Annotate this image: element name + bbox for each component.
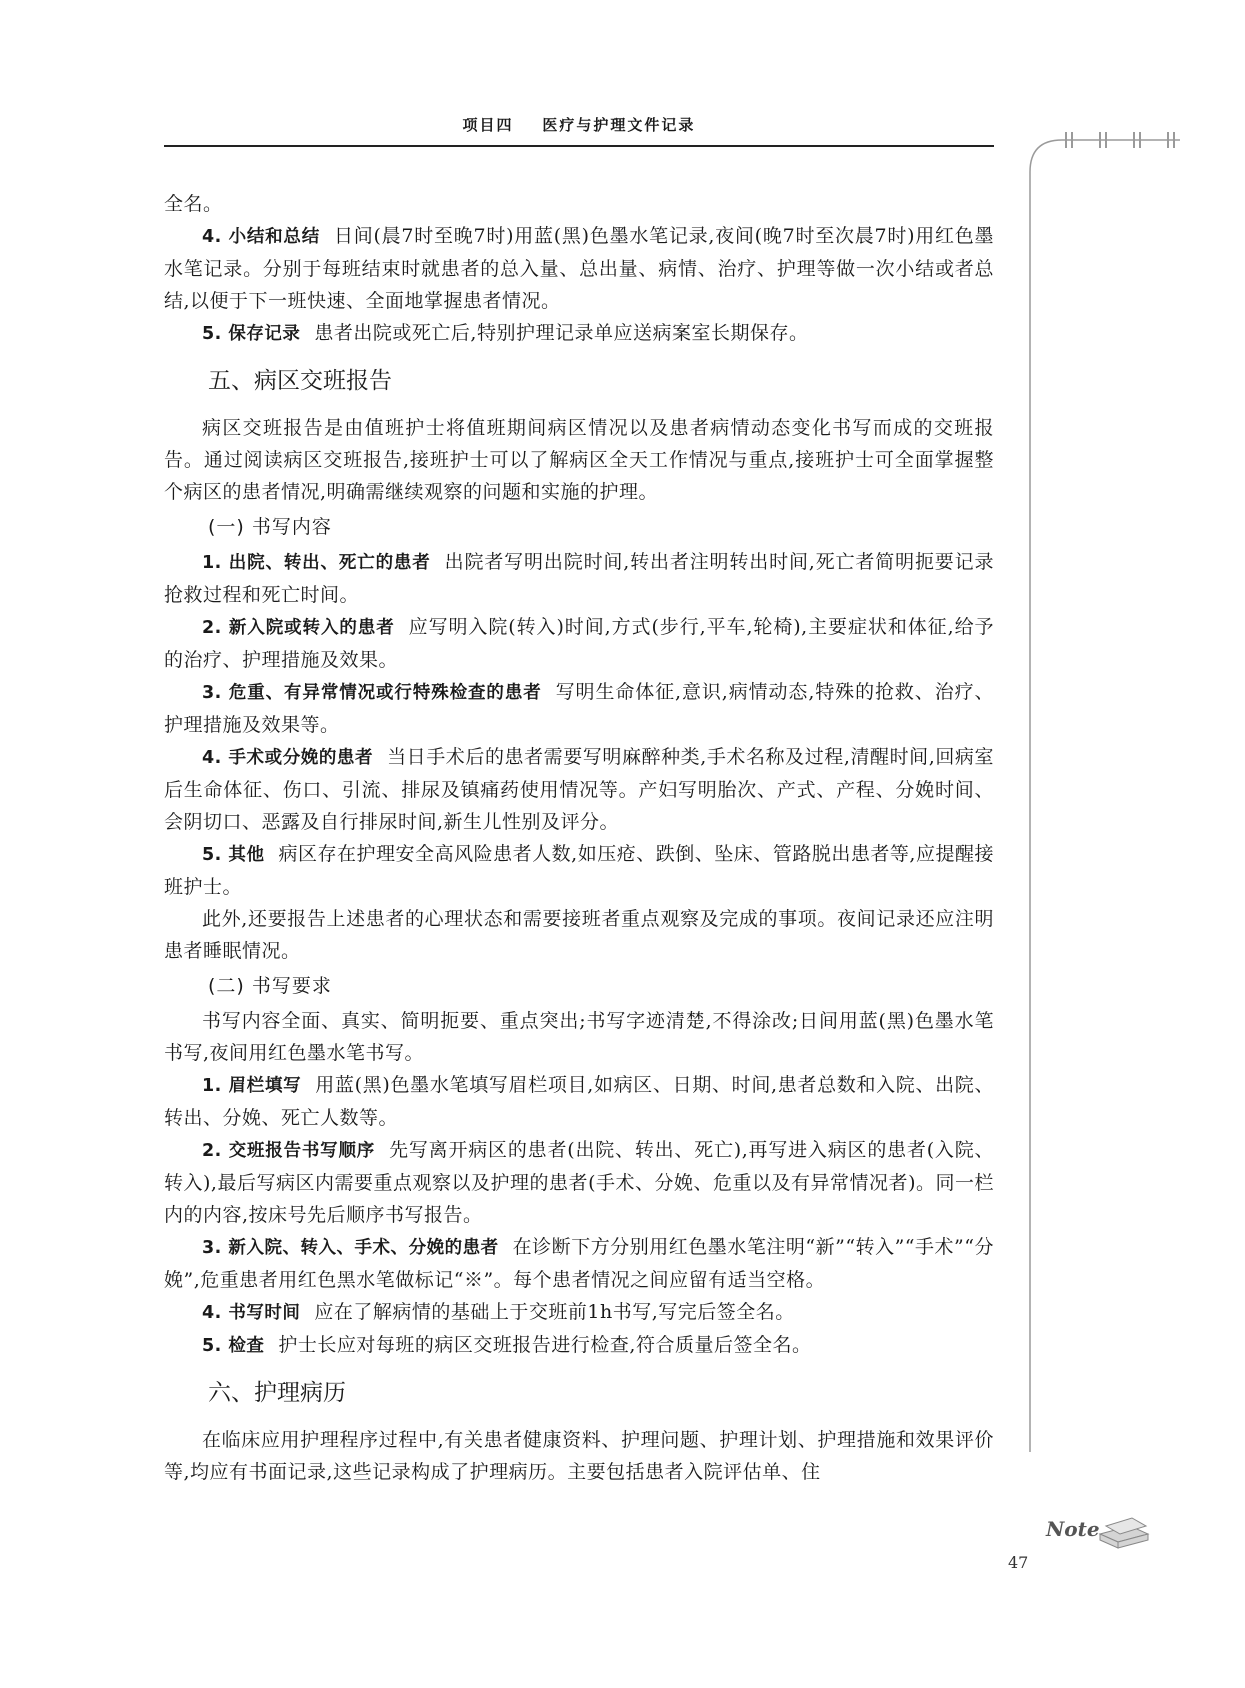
paragraph-lead-heading: 5. 其他 [202,845,265,865]
paragraph-text: 护士长应对每班的病区交班报告进行检查,符合质量后签全名。 [278,1334,812,1356]
paragraph-text: 出院者写明出院时间,转出者注明转出时间,死亡者简明扼要记录抢救过程和死亡时间。 [164,551,994,606]
paragraph [164,1329,994,1362]
paragraph-text: 病区交班报告是由值班护士将值班期间病区情况以及患者病情动态变化书写而成的交班报告。通过阅读病区交班报告,接班护士可以了解病区全天工作情况与重点,接班护士可全面掌握整个病区的患者情况,明确需继续观察的问题和实施的护理。 [164,417,994,503]
paragraph [164,1005,994,1069]
paragraph [164,317,994,350]
paragraph [164,1424,994,1488]
note-label: Note [1046,1517,1100,1541]
paragraph [164,1231,994,1296]
paragraph-text: 此外,还要报告上述患者的心理状态和需要接班者重点观察及完成的事项。夜间记录还应注明患者睡眠情况。 [164,908,994,962]
paragraph [164,188,994,220]
paragraph [164,611,994,676]
subsection-heading: (二) 书写要求 [208,975,332,997]
paragraph-text: 应写明入院(转入)时间,方式(步行,平车,轮椅),主要症状和体征,给予的治疗、护理措施及效果。 [164,616,994,671]
paragraph [164,676,994,741]
header-rule [164,145,994,147]
paragraph [164,741,994,838]
paragraph [164,1134,994,1231]
section-heading: 六、护理病历 [208,1380,346,1406]
paragraph-lead-heading: 5. 检查 [202,1336,265,1356]
paragraph-text: 患者出院或死亡后,特别护理记录单应送病案室长期保存。 [314,322,809,344]
paragraph-lead-heading: 1. 眉栏填写 [202,1076,302,1096]
paragraph [164,546,994,611]
paragraph [164,220,994,317]
paragraph [164,1296,994,1329]
paragraph-text: 全名。 [164,193,223,215]
paragraph [164,1069,994,1134]
paragraph-lead-heading: 3. 新入院、转入、手术、分娩的患者 [202,1238,499,1258]
margin-decoration [1010,132,1190,1452]
paragraph-lead-heading: 2. 交班报告书写顺序 [202,1141,376,1161]
paragraph-lead-heading: 4. 手术或分娩的患者 [202,748,374,768]
section-heading: 五、病区交班报告 [208,368,392,394]
paragraph [164,412,994,508]
paragraph-text: 在临床应用护理程序过程中,有关患者健康资料、护理问题、护理计划、护理措施和效果评价等,均应有书面记录,这些记录构成了护理病历。主要包括患者入院评估单、住 [164,1429,994,1483]
paragraph [164,838,994,903]
paragraph-lead-heading: 5. 保存记录 [202,324,301,344]
paragraph-text: 用蓝(黑)色墨水笔填写眉栏项目,如病区、日期、时间,患者总数和入院、出院、转出、分娩、死亡人数等。 [164,1074,994,1129]
subsection-heading: (一) 书写内容 [208,516,332,538]
paragraph-lead-heading: 2. 新入院或转入的患者 [202,618,395,638]
paragraph-text: 在诊断下方分别用红色墨水笔注明“新”“转入”“手术”“分娩”,危重患者用红色黑水笔做标记“※”。每个患者情况之间应留有适当空格。 [164,1236,994,1291]
main-content [164,188,994,1488]
paragraph-text: 先写离开病区的患者(出院、转出、死亡),再写进入病区的患者(入院、转入),最后写病区内需要重点观察以及护理的患者(手术、分娩、危重以及有异常情况者)。同一栏内的内容,按床号先后顺序书写报告。 [164,1139,994,1226]
paragraph-text: 书写内容全面、真实、简明扼要、重点突出;书写字迹清楚,不得涂改;日间用蓝(黑)色墨水笔书写,夜间用红色墨水笔书写。 [164,1010,994,1064]
note-icon [1044,1504,1154,1554]
paragraph-lead-heading: 4. 小结和总结 [202,227,320,247]
paragraph-text: 应在了解病情的基础上于交班前1h书写,写完后签全名。 [314,1301,795,1323]
page-number: 47 [1008,1553,1029,1572]
paragraph-text: 病区存在护理安全高风险患者人数,如压疮、跌倒、坠床、管路脱出患者等,应提醒接班护士。 [164,843,994,898]
paragraph-text: 日间(晨7时至晚7时)用蓝(黑)色墨水笔记录,夜间(晚7时至次晨7时)用红色墨水笔记录。分别于每班结束时就患者的总入量、总出量、病情、治疗、护理等做一次小结或者总结,以便于下一班快速、全面地掌握患者情况。 [164,225,994,312]
paragraph-lead-heading: 1. 出院、转出、死亡的患者 [202,553,431,573]
paragraph [164,903,994,967]
paragraph-text: 当日手术后的患者需要写明麻醉种类,手术名称及过程,清醒时间,回病室后生命体征、伤口、引流、排尿及镇痛药使用情况等。产妇写明胎次、产式、产程、分娩时间、会阴切口、恶露及自行排尿时间,新生儿性别及评分。 [164,746,995,833]
paragraph-text: 写明生命体征,意识,病情动态,特殊的抢救、治疗、护理措施及效果等。 [164,681,994,736]
paragraph-lead-heading: 3. 危重、有异常情况或行特殊检查的患者 [202,683,542,703]
running-header-title: 项目四 医疗与护理文件记录 [462,116,696,134]
paragraph-lead-heading: 4. 书写时间 [202,1303,301,1323]
